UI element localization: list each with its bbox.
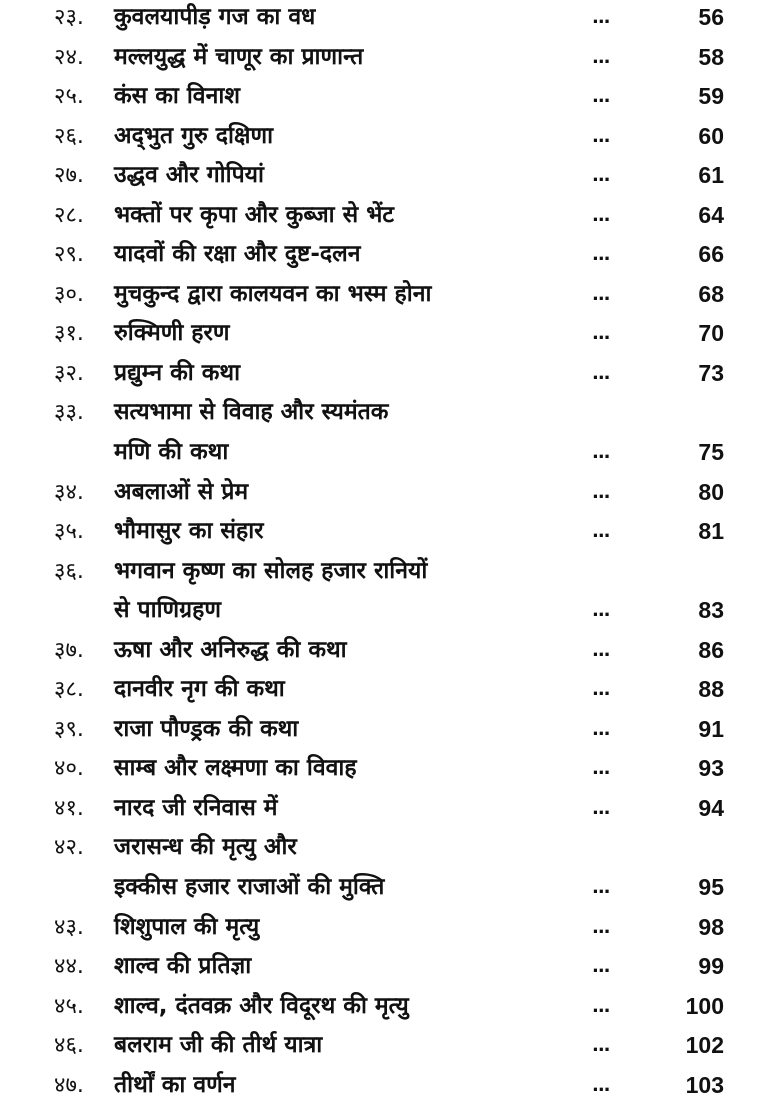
page-number: 88 bbox=[698, 676, 724, 703]
leader-dots: ... bbox=[592, 1074, 610, 1096]
page-number: 64 bbox=[698, 201, 724, 228]
page-number: 68 bbox=[698, 280, 724, 307]
entry-title: ऊषा और अनिरुद्ध की कथा bbox=[114, 636, 347, 663]
entry-number: ३६. bbox=[54, 558, 84, 584]
entry-title: साम्ब और लक्ष्मणा का विवाह bbox=[114, 755, 357, 782]
entry-number: ४२. bbox=[54, 835, 84, 861]
leader-dots: ... bbox=[592, 956, 610, 978]
toc-entry bbox=[0, 433, 780, 473]
entry-title: अद्‌भुत गुरु दक्षिणा bbox=[114, 122, 274, 149]
toc-entry bbox=[0, 670, 780, 710]
entry-number: २५. bbox=[54, 84, 84, 110]
leader-dots: ... bbox=[592, 916, 610, 938]
entry-number: ३४. bbox=[54, 479, 84, 505]
entry-title: बलराम जी की तीर्थ यात्रा bbox=[114, 1032, 323, 1059]
page-number: 59 bbox=[698, 83, 724, 110]
entry-number: ४६. bbox=[54, 1033, 84, 1059]
leader-dots: ... bbox=[592, 244, 610, 266]
entry-number: ४१. bbox=[54, 795, 84, 821]
entry-title: राजा पौण्ड्रक की कथा bbox=[114, 715, 299, 742]
toc-entry bbox=[0, 512, 780, 552]
entry-title: इक्कीस हजार राजाओं की मुक्ति bbox=[114, 874, 385, 901]
toc-entry bbox=[0, 987, 780, 1027]
entry-title: दानवीर नृग की कथा bbox=[114, 676, 285, 703]
toc-entry bbox=[0, 868, 780, 908]
toc-entry bbox=[0, 828, 780, 868]
page-number: 70 bbox=[698, 320, 724, 347]
leader-dots: ... bbox=[592, 323, 610, 345]
entry-title: शिशुपाल की मृत्यु bbox=[114, 913, 260, 940]
page-number: 80 bbox=[698, 478, 724, 505]
toc-entry bbox=[0, 947, 780, 987]
leader-dots: ... bbox=[592, 481, 610, 503]
page-number: 58 bbox=[698, 43, 724, 70]
toc-entry bbox=[0, 473, 780, 513]
page-number: 93 bbox=[698, 755, 724, 782]
entry-title: रुक्मिणी हरण bbox=[114, 320, 230, 347]
entry-number: ४४. bbox=[54, 954, 84, 980]
entry-number: ४०. bbox=[54, 756, 84, 782]
leader-dots: ... bbox=[592, 718, 610, 740]
leader-dots: ... bbox=[592, 362, 610, 384]
page-number: 94 bbox=[698, 794, 724, 821]
entry-title: शाल्व, दंतवक्र और विदूरथ की मृत्यु bbox=[114, 992, 409, 1019]
toc-entry bbox=[0, 710, 780, 750]
toc-entry bbox=[0, 552, 780, 592]
page-number: 102 bbox=[685, 1032, 724, 1059]
toc-entry bbox=[0, 591, 780, 631]
leader-dots: ... bbox=[592, 758, 610, 780]
page-number: 103 bbox=[685, 1071, 724, 1098]
toc-entry bbox=[0, 156, 780, 196]
leader-dots: ... bbox=[592, 7, 610, 28]
page-number: 98 bbox=[698, 913, 724, 940]
toc-entry bbox=[0, 1026, 780, 1066]
entry-title: मुचकुन्द द्वारा कालयवन का भस्म होना bbox=[114, 280, 432, 307]
leader-dots: ... bbox=[592, 283, 610, 305]
toc-entry bbox=[0, 908, 780, 948]
page-number: 99 bbox=[698, 953, 724, 980]
leader-dots: ... bbox=[592, 204, 610, 226]
page-number: 95 bbox=[698, 874, 724, 901]
toc-entry bbox=[0, 631, 780, 671]
page-number: 75 bbox=[698, 439, 724, 466]
toc-entry bbox=[0, 789, 780, 829]
entry-number: ३५. bbox=[54, 519, 84, 545]
page-number: 66 bbox=[698, 241, 724, 268]
toc-entry bbox=[0, 77, 780, 117]
entry-title: भक्तों पर कृपा और कुब्जा से भेंट bbox=[114, 201, 394, 228]
entry-number: ३०. bbox=[54, 281, 84, 307]
leader-dots: ... bbox=[592, 165, 610, 187]
entry-number: २७. bbox=[54, 163, 84, 189]
entry-title: जरासन्ध की मृत्यु और bbox=[114, 834, 297, 861]
toc-entry bbox=[0, 38, 780, 78]
entry-title: मल्लयुद्ध में चाणूर का प्राणान्त bbox=[114, 43, 364, 70]
page-number: 56 bbox=[698, 4, 724, 30]
page-number: 86 bbox=[698, 636, 724, 663]
entry-number: ४५. bbox=[54, 993, 84, 1019]
leader-dots: ... bbox=[592, 1035, 610, 1057]
entry-title: शाल्व की प्रतिज्ञा bbox=[114, 953, 252, 980]
toc-entry bbox=[0, 354, 780, 394]
entry-number: ३२. bbox=[54, 360, 84, 386]
page-number: 100 bbox=[685, 992, 724, 1019]
toc-entry bbox=[0, 235, 780, 275]
entry-title: कुवलयापीड़ गज का वध bbox=[114, 4, 316, 30]
entry-title: यादवों की रक्षा और दुष्ट-दलन bbox=[114, 241, 361, 268]
leader-dots: ... bbox=[592, 877, 610, 899]
entry-title: सत्यभामा से विवाह और स्यमंतक bbox=[114, 399, 389, 426]
entry-number: २३. bbox=[54, 5, 84, 30]
entry-number: ३७. bbox=[54, 637, 84, 663]
entry-number: ३८. bbox=[54, 677, 84, 703]
toc-entry bbox=[0, 314, 780, 354]
entry-title: कंस का विनाश bbox=[114, 83, 240, 110]
entry-title: नारद जी रनिवास में bbox=[114, 794, 278, 821]
toc-entry bbox=[0, 196, 780, 236]
page-number: 60 bbox=[698, 122, 724, 149]
leader-dots: ... bbox=[592, 679, 610, 701]
entry-number: ३१. bbox=[54, 321, 84, 347]
toc-entry bbox=[0, 0, 780, 38]
leader-dots: ... bbox=[592, 995, 610, 1017]
toc-entry bbox=[0, 117, 780, 157]
entry-title: तीर्थों का वर्णन bbox=[114, 1071, 236, 1098]
entry-title: उद्धव और गोपियां bbox=[114, 162, 264, 189]
entry-title: भगवान कृष्ण का सोलह हजार रानियों bbox=[114, 557, 428, 584]
entry-number: ४७. bbox=[54, 1072, 84, 1098]
entry-number: २६. bbox=[54, 123, 84, 149]
page-number: 61 bbox=[698, 162, 724, 189]
leader-dots: ... bbox=[592, 797, 610, 819]
entry-title: भौमासुर का संहार bbox=[114, 518, 264, 545]
leader-dots: ... bbox=[592, 600, 610, 622]
entry-title: मणि की कथा bbox=[114, 439, 229, 466]
entry-number: २४. bbox=[54, 44, 84, 70]
page-number: 83 bbox=[698, 597, 724, 624]
toc-entry bbox=[0, 1066, 780, 1106]
toc-entry bbox=[0, 275, 780, 315]
entry-number: ३३. bbox=[54, 400, 84, 426]
entry-title: अबलाओं से प्रेम bbox=[114, 478, 249, 505]
page-number: 91 bbox=[698, 715, 724, 742]
entry-number: २८. bbox=[54, 202, 84, 228]
leader-dots: ... bbox=[592, 442, 610, 464]
entry-title: प्रद्युम्न की कथा bbox=[114, 359, 241, 386]
leader-dots: ... bbox=[592, 125, 610, 147]
leader-dots: ... bbox=[592, 639, 610, 661]
toc-entry bbox=[0, 749, 780, 789]
entry-number: २९. bbox=[54, 242, 84, 268]
page-number: 73 bbox=[698, 359, 724, 386]
leader-dots: ... bbox=[592, 521, 610, 543]
entry-number: ३९. bbox=[54, 716, 84, 742]
entry-title: से पाणिग्रहण bbox=[114, 597, 221, 624]
leader-dots: ... bbox=[592, 46, 610, 68]
leader-dots: ... bbox=[592, 86, 610, 108]
page-number: 81 bbox=[698, 518, 724, 545]
toc-entry bbox=[0, 393, 780, 433]
entry-number: ४३. bbox=[54, 914, 84, 940]
